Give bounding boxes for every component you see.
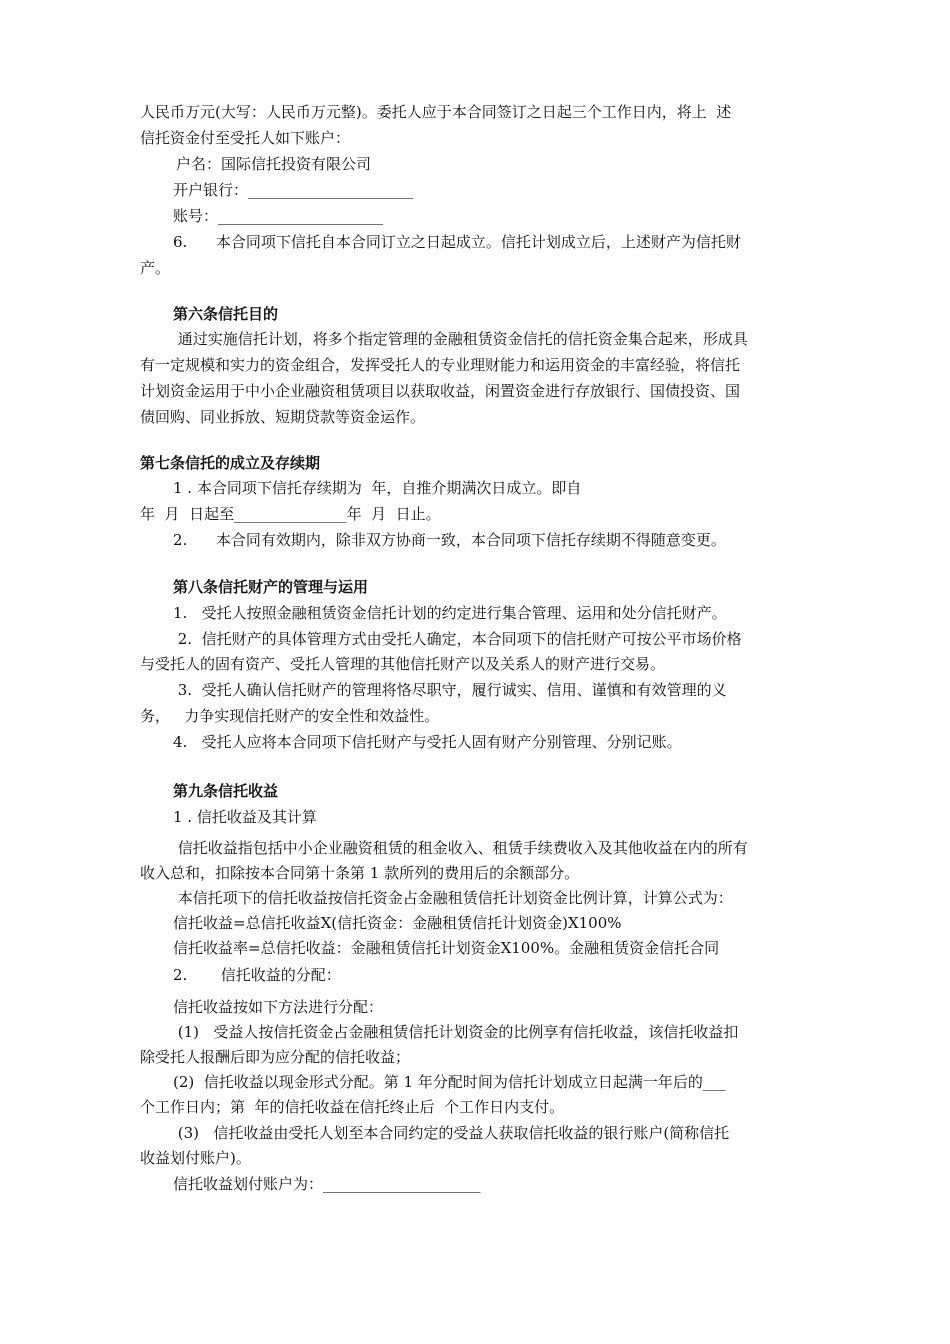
payment-account-field: 信托收益划付账户为：_____________________	[173, 1175, 481, 1193]
text-line: 1 . 本合同项下信托存续期为 年，自推介期满次日成立。即自	[173, 479, 582, 497]
text-line: 6. 本合同项下信托自本合同订立之日起成立。信托计划成立后，上述财产为信托财	[173, 233, 741, 251]
text-line: 1 . 信托收益及其计算	[173, 808, 317, 826]
text-line: 信托收益指包括中小企业融资租赁的租金收入、租赁手续费收入及其他收益在内的所有	[173, 839, 748, 857]
account-name: 户名：国际信托投资有限公司	[176, 155, 372, 173]
text-line: 个工作日内；第 年的信托收益在信托终止后 个工作日内支付。	[140, 1098, 565, 1116]
text-line: 收入总和，扣除按本合同第十条第 1 款所列的费用后的余额部分。	[140, 864, 580, 882]
bank-field: 开户银行：______________________	[173, 181, 414, 199]
text-line: 2. 信托收益的分配：	[173, 966, 341, 984]
text-line: 信托收益按如下方法进行分配：	[173, 998, 384, 1016]
text-line: 3. 受托人确认信托财产的管理将恪尽职守，履行诚实、信用、谨慎和有效管理的义	[173, 681, 727, 699]
text-line: 除受托人报酬后即为应分配的信托收益；	[140, 1048, 411, 1066]
text-line: 1. 受托人按照金融租赁资金信托计划的约定进行集合管理、运用和处分信托财产。	[173, 604, 727, 622]
text-line: 信托资金付至受托人如下账户：	[140, 129, 351, 147]
text-line: (3) 信托收益由受托人划至本合同约定的受益人获取信托收益的银行账户(简称信托	[173, 1124, 730, 1142]
text-line: 2. 本合同有效期内，除非双方协商一致，本合同项下信托存续期不得随意变更。	[173, 531, 726, 549]
text-line: 人民币万元(大写：人民币万元整)。委托人应于本合同签订之日起三个工作日内，将上 述	[140, 103, 732, 121]
text-line: 计划资金运用于中小企业融资租赁项目以获取收益，闲置资金进行存放银行、国债投资、国	[140, 382, 741, 400]
text-line: 4. 受托人应将本合同项下信托财产与受托人固有财产分别管理、分别记账。	[173, 733, 682, 751]
text-line: 2. 信托财产的具体管理方式由受托人确定，本合同项下的信托财产可按公平市场价格	[173, 630, 742, 648]
section-heading-9: 第九条信托收益	[173, 782, 279, 800]
text-line: 有一定规模和实力的资金组合，发挥受托人的专业理财能力和运用资金的丰富经验，将信托	[140, 356, 741, 374]
section-heading-7: 第七条信托的成立及存续期	[140, 454, 321, 472]
text-line: 收益划付账户)。	[140, 1149, 251, 1167]
text-line: 通过实施信托计划，将多个指定管理的金融租赁资金信托的信托资金集合起来，形成具	[173, 330, 748, 348]
section-heading-6: 第六条信托目的	[173, 305, 279, 323]
formula-line: 信托收益=总信托收益Ⅹ(信托资金：金融租赁信托计划资金)Ⅹ100%	[173, 914, 622, 932]
text-line: 本信托项下的信托收益按信托资金占金融租赁信托计划资金比例计算，计算公式为：	[173, 889, 733, 907]
account-number-field: 账号：______________________	[173, 207, 384, 225]
text-line: 年 月 日起至_______________年 月 日止。	[140, 505, 441, 523]
text-line: (2) 信托收益以现金形式分配。第 1 年分配时间为信托计划成立日起满一年后的___	[173, 1073, 726, 1091]
formula-line: 信托收益率=总信托收益：金融租赁信托计划资金Ⅹ100%。金融租赁资金信托合同	[173, 939, 720, 957]
text-line: 与受托人的固有资产、受托人管理的其他信托财产以及关系人的财产进行交易。	[140, 655, 666, 673]
section-heading-8: 第八条信托财产的管理与运用	[173, 578, 369, 596]
text-line: (1) 受益人按信托资金占金融租赁信托计划资金的比例享有信托收益，该信托收益扣	[173, 1023, 739, 1041]
text-line: 债回购、同业拆放、短期贷款等资金运作。	[140, 408, 426, 426]
text-line: 产。	[140, 259, 171, 277]
text-line: 务， 力争实现信托财产的安全性和效益性。	[140, 707, 440, 725]
